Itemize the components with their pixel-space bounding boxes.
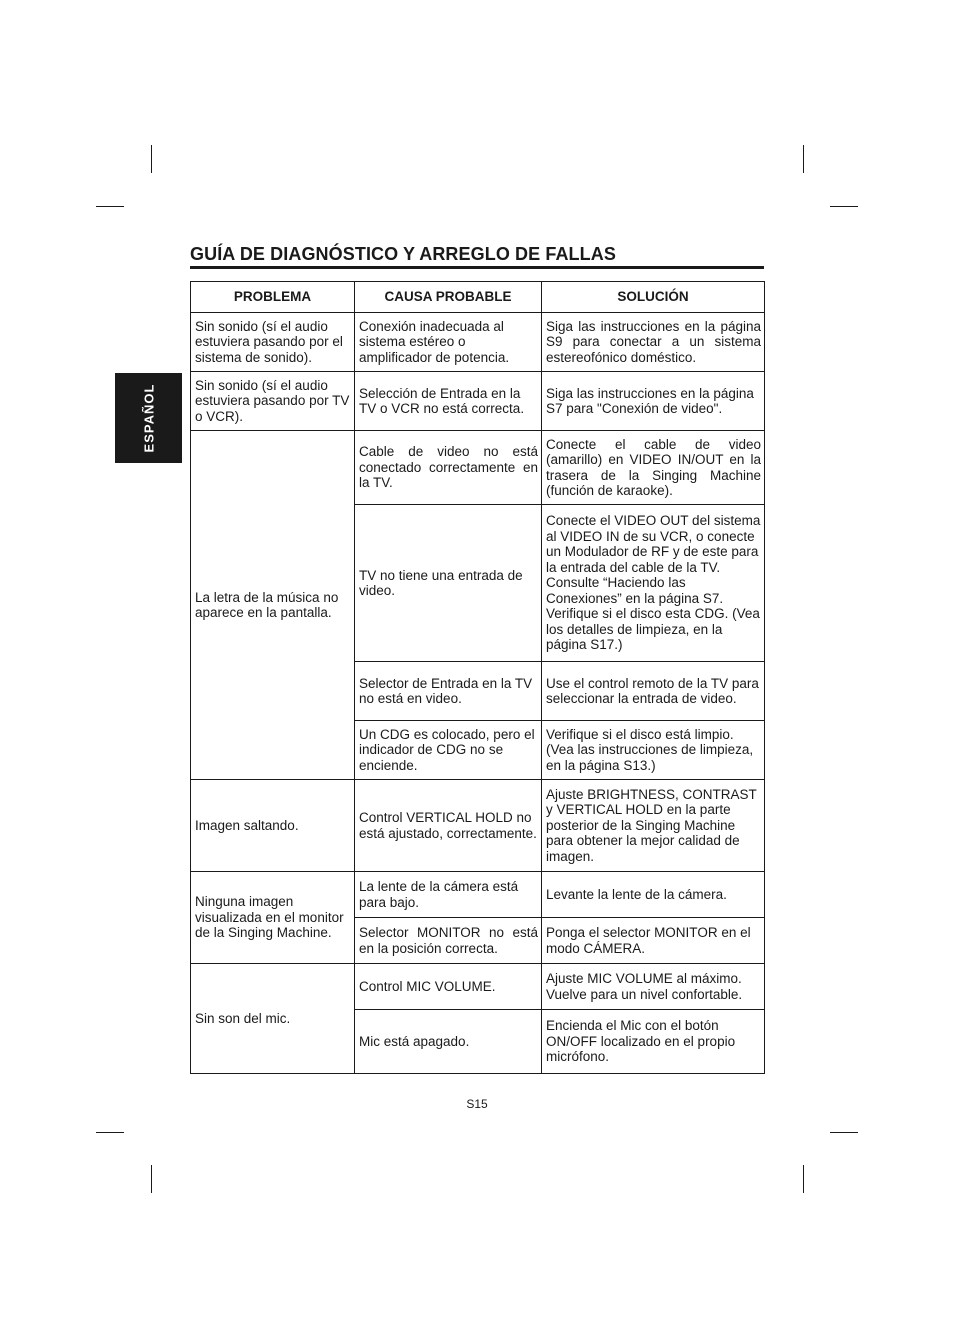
cause-cell: Conexión inadecuada al sistema estéreo o amplificador de potencia. [355, 313, 542, 372]
crop-mark [830, 206, 858, 207]
solution-cell: Use el control remoto de la TV para seleccionar la entrada de video. [542, 662, 765, 721]
table-row [191, 431, 765, 505]
solution-cell: Conecte el VIDEO OUT del sistema al VIDEO IN de su VCR, o conecte un Modulador de RF y de este para la entrada del cable de la TV. Consulte “Haciendo las Conexiones” en la página S7. Verifique si el disco esta CDG. (Vea los detalles de limpieza, en la página S17.) [542, 505, 765, 662]
troubleshooting-table [190, 281, 765, 1074]
header-solucion: SOLUCIÓN [542, 282, 765, 313]
crop-mark [803, 1165, 804, 1193]
cause-cell: Selector MONITOR no está en la posición correcta. [355, 918, 542, 964]
problem-cell: Imagen saltando. [191, 780, 355, 872]
table-row [191, 780, 765, 872]
crop-mark [96, 1132, 124, 1133]
table-row [191, 964, 765, 1010]
problem-cell: La letra de la música no aparece en la pantalla. [191, 431, 355, 780]
solution-cell: Levante la lente de la cámera. [542, 872, 765, 918]
solution-cell: Encienda el Mic con el botón ON/OFF localizado en el propio micrófono. [542, 1010, 765, 1074]
cause-cell: Control VERTICAL HOLD no está ajustado, correctamente. [355, 780, 542, 872]
cause-cell: Cable de video no está conectado correctamente en la TV. [355, 431, 542, 505]
page-number: S15 [466, 1097, 488, 1111]
solution-cell: Verifique si el disco está limpio. (Vea las instrucciones de limpieza, en la página S13.) [542, 721, 765, 780]
problem-cell: Sin sonido (sí el audio estuviera pasando por TV o VCR). [191, 372, 355, 431]
solution-cell: Siga las instrucciones en la página S7 para "Conexión de video". [542, 372, 765, 431]
crop-mark [830, 1132, 858, 1133]
solution-cell: Ponga el selector MONITOR en el modo CÁMERA. [542, 918, 765, 964]
problem-cell: Sin sonido (sí el audio estuviera pasando por el sistema de sonido). [191, 313, 355, 372]
crop-mark [151, 1165, 152, 1193]
table-row [191, 872, 765, 918]
page-title: GUÍA DE DIAGNÓSTICO Y ARREGLO DE FALLAS [190, 244, 764, 269]
table-row [191, 372, 765, 431]
crop-mark [803, 145, 804, 173]
problem-cell: Sin son del mic. [191, 964, 355, 1074]
table-row [191, 313, 765, 372]
cause-cell: Selección de Entrada en la TV o VCR no está correcta. [355, 372, 542, 431]
cause-cell: TV no tiene una entrada de video. [355, 505, 542, 662]
cause-cell: Un CDG es colocado, pero el indicador de CDG no se enciende. [355, 721, 542, 780]
crop-mark [151, 145, 152, 173]
header-problema: PROBLEMA [191, 282, 355, 313]
table-header-row [191, 282, 765, 313]
solution-cell: Conecte el cable de video (amarillo) en VIDEO IN/OUT en la trasera de la Singing Machine (función de karaoke). [542, 431, 765, 505]
solution-cell: Siga las instrucciones en la página S9 para conectar a un sistema estereofónico doméstico. [542, 313, 765, 372]
header-causa: CAUSA PROBABLE [355, 282, 542, 313]
cause-cell: La lente de la cámera está para bajo. [355, 872, 542, 918]
solution-cell: Ajuste BRIGHTNESS, CONTRAST y VERTICAL HOLD en la parte posterior de la Singing Machine para obtener la mejor calidad de imagen. [542, 780, 765, 872]
problem-cell: Ninguna imagen visualizada en el monitor de la Singing Machine. [191, 872, 355, 964]
cause-cell: Mic está apagado. [355, 1010, 542, 1074]
language-tab [115, 373, 182, 463]
crop-mark [96, 206, 124, 207]
cause-cell: Control MIC VOLUME. [355, 964, 542, 1010]
solution-cell: Ajuste MIC VOLUME al máximo. Vuelve para un nivel confortable. [542, 964, 765, 1010]
cause-cell: Selector de Entrada en la TV no está en video. [355, 662, 542, 721]
language-tab-label: ESPAÑOL [141, 383, 156, 453]
